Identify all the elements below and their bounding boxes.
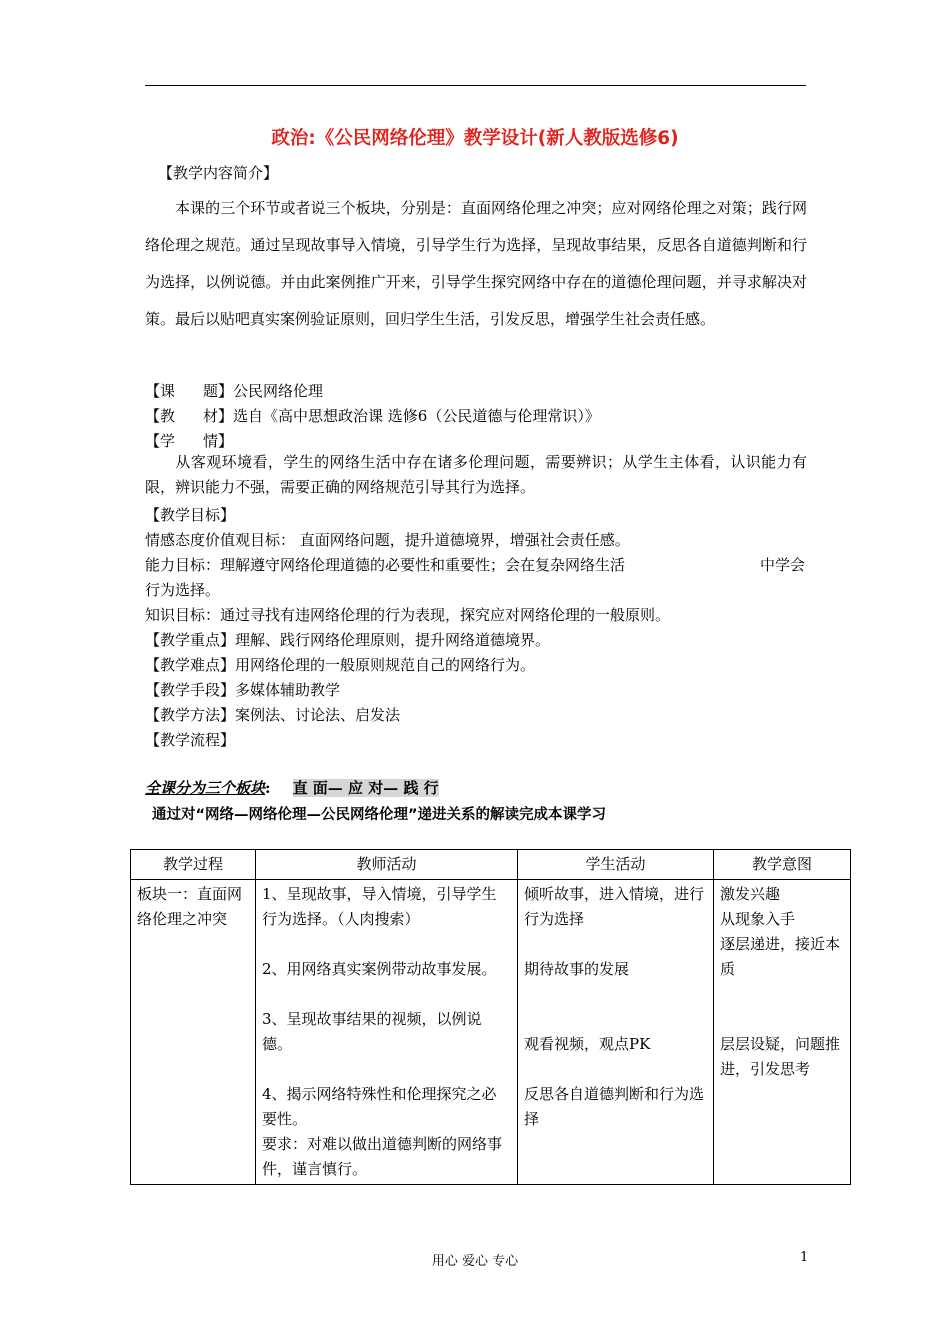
teacher-cell — [256, 880, 518, 1185]
goal-emotion: 情感态度价值观目标： 直面网络问题，提升道德境界，增强社会责任感。 — [145, 531, 630, 549]
teacher-activity: 3、呈现故事结果的视频，以例说德。 — [262, 1010, 482, 1053]
topic-label-b: 题】 — [203, 382, 234, 400]
intent-cell — [714, 880, 851, 1185]
situation-label-b: 情】 — [203, 432, 234, 450]
table-header: 教师活动 — [256, 850, 518, 880]
header-rule — [145, 85, 806, 86]
page-footer: 用心 爱心 专心 — [431, 1254, 519, 1269]
summary-line: 通过对“网络—网络伦理—公民网络伦理”递进关系的解读完成本课学习 — [152, 807, 607, 823]
situation-paragraph — [145, 450, 807, 500]
teacher-requirement: 要求：对难以做出道德判断的网络事件，谨言慎行。 — [262, 1135, 503, 1178]
student-activity: 反思各自道德判断和行为选择 — [524, 1085, 705, 1128]
goals-heading: 【教学目标】 — [145, 506, 236, 524]
sections-value: 直 面— 应 对— 践 行 — [292, 779, 439, 797]
situation-line — [145, 430, 233, 451]
intro-paragraph — [145, 190, 807, 338]
situation-label-a: 【学 — [145, 432, 176, 450]
table-header-row — [131, 850, 851, 880]
table-header: 学生活动 — [518, 850, 714, 880]
material-label-a: 【教 — [145, 407, 176, 425]
page-number: 1 — [800, 1250, 809, 1265]
situation-text: 从客观环境看，学生的网络生活中存在诸多伦理问题，需要辨识；从学生主体看，认识能力有限，辨识能力不强，需要正确的网络规范引导其行为选择。 — [145, 453, 807, 496]
teaching-process-table — [130, 849, 851, 1185]
teacher-activity: 2、用网络真实案例带动故事发展。 — [262, 960, 497, 978]
goal-ability-c: 行为选择。 — [145, 581, 221, 599]
table-header: 教学过程 — [131, 850, 256, 880]
teacher-activity: 4、揭示网络特殊性和伦理探究之必要性。 — [262, 1085, 497, 1128]
student-activity: 观看视频，观点PK — [524, 1035, 651, 1053]
teaching-flow: 【教学流程】 — [145, 731, 236, 749]
material-line — [145, 405, 600, 426]
sections-label: 全课分为三个板块 — [145, 779, 266, 797]
table-header: 教学意图 — [714, 850, 851, 880]
topic-line — [145, 380, 323, 401]
sections-colon: : — [265, 779, 271, 797]
intent-item: 激发兴趣 — [720, 885, 781, 903]
student-activity: 期待故事的发展 — [524, 960, 630, 978]
goal-ability-a: 能力目标：理解遵守网络伦理道德的必要性和重要性；会在复杂网络生活 — [145, 556, 626, 574]
teaching-means: 【教学手段】多媒体辅助教学 — [145, 681, 341, 699]
intro-text: 本课的三个环节或者说三个板块，分别是：直面网络伦理之冲突；应对网络伦理之对策；践行网络伦理之规范。通过呈现故事导入情境，引导学生行为选择，呈现故事结果，反思各自道德判断和行为选择，以例说德。并由此案例推广开来，引导学生探究网络中存在的道德伦理问题，并寻求解决对策。最后以贴吧真实案例验证原则，回归学生生活，引发反思，增强学生社会责任感。 — [145, 199, 807, 328]
key-point: 【教学重点】理解、践行网络伦理原则，提升网络道德境界。 — [145, 631, 551, 649]
teacher-activity: 1、呈现故事，导入情境，引导学生行为选择。（人肉搜索） — [262, 885, 497, 928]
material-label-b: 材】 — [203, 407, 234, 425]
intro-heading: 【教学内容简介】 — [158, 164, 279, 182]
document-title: 政治:《公民网络伦理》教学设计(新人教版选修6) — [271, 128, 679, 149]
intent-item: 从现象入手 — [720, 910, 796, 928]
sections-line — [145, 777, 439, 798]
process-cell — [131, 880, 256, 1185]
student-activity: 倾听故事，进入情境，进行行为选择 — [524, 885, 705, 928]
topic-label-a: 【课 — [145, 382, 176, 400]
difficulty: 【教学难点】用网络伦理的一般原则规范自己的网络行为。 — [145, 656, 536, 674]
process-text: 板块一：直面网络伦理之冲突 — [137, 885, 243, 928]
material-value: 选自《高中思想政治课 选修6（公民道德与伦理常识）》 — [233, 407, 600, 425]
student-cell — [518, 880, 714, 1185]
topic-value: 公民网络伦理 — [233, 382, 324, 400]
goal-knowledge: 知识目标：通过寻找有违网络伦理的行为表现，探究应对网络伦理的一般原则。 — [145, 606, 671, 624]
intent-item: 逐层递进，接近本质 — [720, 935, 841, 978]
intent-item: 层层设疑，问题推进，引发思考 — [720, 1035, 841, 1078]
table-row — [131, 880, 851, 1185]
goal-ability-b: 中学会 — [760, 556, 806, 574]
teaching-methods: 【教学方法】案例法、讨论法、启发法 — [145, 706, 401, 724]
